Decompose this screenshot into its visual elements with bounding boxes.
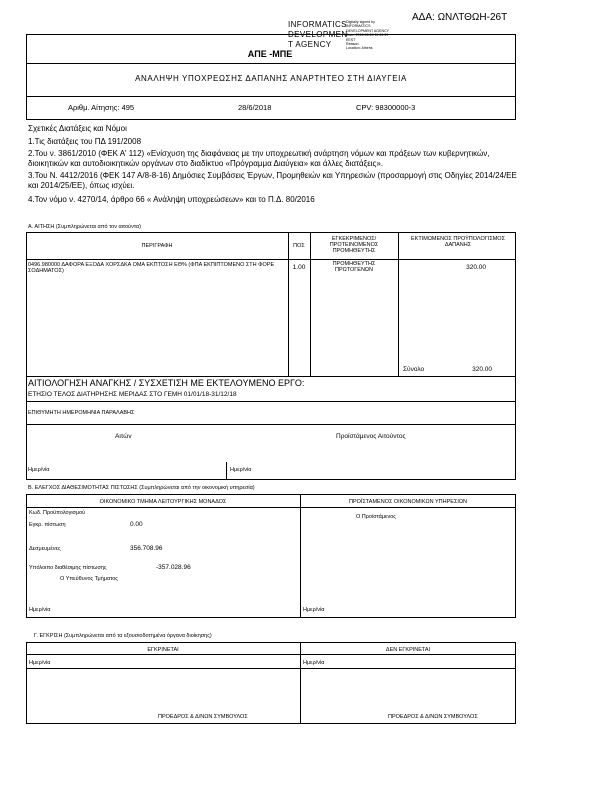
total-label: Σύνολο <box>403 366 425 373</box>
head-department-label: Ο Υπεύθυνος Τμήματος <box>60 576 118 582</box>
form-title: ΑΝΑΛΗΨΗ ΥΠΟΧΡΕΩΣΗΣ ΔΑΠΑΝΗΣ ΑΝΑΡΤΗΤΕΟ ΣΤΗ ΔΙΑΥΓΕΙΑ <box>135 74 407 83</box>
row-amount: 320.00 <box>466 264 486 271</box>
committed-value: 356.708.96 <box>130 545 163 552</box>
row-quantity: 1.00 <box>292 264 306 271</box>
sig-line: Reason: <box>346 42 360 47</box>
legal-heading: Σχετικές Διατάξεις και Νόμοι <box>28 124 127 133</box>
row-description: 0496.980000 ΔΑΦΟΡΑ ΕΞΟΔΑ ΧΟΡΣΔΚΑ ΟΜΑ ΕΚΠΤΟΣΗ ΕΘ% (ΦΠΑ ΕΚΠΙΠΤΟΜΕΝΟ ΣΤΗ ΦΟΡΕ ΣΟΔΗΜΑΤΟΣ) <box>28 262 275 274</box>
finance-dept-date-label: Ημερ/νία <box>29 607 51 613</box>
justification-text: ΕΤΗΣΙΟ ΤΕΛΟΣ ΔΙΑΤΗΡΗΣΗΣ ΜΕΡΙΔΑΣ ΣΤΟ ΓΕΜΗ 01/01/18-31/12/18 <box>28 391 237 398</box>
approved-header: ΕΓΚΡΙΝΕΤΑΙ <box>147 647 179 653</box>
sig-line: EEST <box>346 37 356 42</box>
sig-line: Location: Athens <box>346 46 373 51</box>
row-supplier: ΠΡΟΜΗΘΕΥΤΗΣ ΠΡΩΤΟΓΕΝΩΝ <box>332 261 376 273</box>
justification-title: ΑΙΤΙΟΛΟΓΗΣΗ ΑΝΑΓΚΗΣ / ΣΥΣΧΕΤΙΣΗ ΜΕ ΕΚΤΕΛΟΥΜΕΝΟ ΕΡΓΟ: <box>28 378 305 388</box>
head-applicant-label: Προϊστάμενος Αιτούντος <box>336 433 406 440</box>
section-a-label: Α. ΑΙΤΗΣΗ (Συμπληρώνεται από τον αιτούντα) <box>28 224 141 230</box>
finance-dept-header: ΟΙΚΟΝΟΜΙΚΟ ΤΜΗΜΑ ΛΕΙΤΟΥΡΓΙΚΗΣ ΜΟΝΑΔΟΣ <box>99 499 227 505</box>
approved-credit-label: Εγκρ. πίστωση <box>29 522 66 528</box>
not-approved-header: ΔΕΝ ΕΓΚΡΙΝΕΤΑΙ <box>385 647 431 653</box>
not-approved-date-label: Ημερ/νία <box>303 660 325 666</box>
ada-code: ΑΔΑ: ΩΝΛΤΘΩΗ-26Τ <box>412 12 508 23</box>
finance-head-header: ΠΡΟΪΣΤΑΜΕΝΟΣ ΟΙΚΟΝΟΜΙΚΩΝ ΥΠΗΡΕΣΙΩΝ <box>349 499 467 505</box>
available-value: -357.028.96 <box>156 564 191 571</box>
agency-name-line-3: T AGENCY <box>288 40 332 49</box>
sig-line: DEVELOPMENT AGENCY <box>346 28 390 33</box>
col-supplier: ΕΓΚΕΚΡΙΜΕΝΟΣ/ ΠΡΟΤΕΙΝΟΜΕΝΟΣ ΠΡΟΜΗΘΕΥΤΗΣ <box>329 236 379 254</box>
head-date-label: Ημερ/νία <box>230 467 252 473</box>
available-label: Υπόλοιπο διαθέσιμης πίστωσης <box>29 565 107 571</box>
sig-line: Digitally signed by <box>346 20 375 24</box>
committed-label: Δεσμευμένες <box>29 546 61 552</box>
agency-name-line-1: INFORMATICS <box>288 20 347 29</box>
not-approved-signatory: ΠΡΟΕΔΡΟΣ & Δ/ΝΩΝ ΣΥΜΒΟΥΛΟΣ <box>388 714 478 720</box>
total-value: 320.00 <box>472 366 492 373</box>
legal-provisions <box>28 124 518 205</box>
head-finance-label: Ο Προϊστάμενος <box>356 514 396 520</box>
agency-name-line-2: DEVELOPMEN <box>288 30 348 39</box>
delivery-date-label: ΕΠΙΘΥΜΗΤΗ ΗΜΕΡΟΜΗΝΙΑ ΠΑΡΑΛΑΒΗΣ <box>28 410 135 416</box>
section-b-box <box>26 494 516 618</box>
col-estimate: ΕΚΤΙΜΩΜΕΝΟΣ ΠΡΟΫΠΟΛΟΓΙΣΜΟΣ ΔΑΠΑΝΗΣ <box>411 236 505 248</box>
section-b-label: Β. ΕΛΕΓΧΟΣ ΔΙΑΘΕΣΙΜΟΤΗΤΑΣ ΠΙΣΤΩΣΗΣ (Συμπληρώνεται από την οικονομική υπηρεσία) <box>28 485 255 491</box>
col-description: ΠΕΡΙΓΡΑΦΗ <box>141 243 173 249</box>
finance-head-date-label: Ημερ/νία <box>303 607 325 613</box>
legal-item: 1.Τις διατάξεις του ΠΔ 191/2008 <box>28 137 142 146</box>
request-date: 28/6/2018 <box>238 103 272 112</box>
approved-credit-value: 0.00 <box>130 521 143 528</box>
budget-code-label: Κωδ. Προϋπολογισμού <box>29 510 86 516</box>
approved-signatory: ΠΡΟΕΔΡΟΣ & Δ/ΝΩΝ ΣΥΜΒΟΥΛΟΣ <box>158 714 248 720</box>
section-c-label: Γ. ΕΓΚΡΙΣΗ (Συμπληρώνεται από τα εξουσιοδοτημένα όργανα διοίκησης) <box>34 633 212 639</box>
legal-item: 4.Τον νόμο ν. 4270/14, άρθρο 66 « Ανάληψη υποχρεώσεων» και το Π.Δ. 80/2016 <box>28 195 315 204</box>
legal-item: 3.Του Ν. 4412/2016 (ΦΕΚ 147 Α/8-8-16) Δημόσιες Συμβάσεις Έργων, Προμηθειών και Υπηρεσιών (προσαρμογή στις Οδηγίες 2014/24/ΕΕ και 2014/25/ΕΕ), όπως ισχύει. <box>28 171 517 190</box>
request-number: Αριθμ. Αίτησης: 495 <box>68 103 135 112</box>
col-quantity: ΠΟΣ <box>293 243 305 249</box>
sig-line: Date: 2018.06.28 11:49:31 <box>346 33 389 38</box>
legal-item: 2.Του ν. 3861/2010 (ΦΕΚ Α' 112) «Ενίσχυση της διαφάνειας με την υποχρεωτική ανάρτηση νόμων και πράξεων των κυβερνητικών, διοικητικών και αυτοδιοικητικών οργάνων στο διαδίκτυο «Πρόγραμμα Διαύγεια» και άλλες διατάξεις». <box>28 149 490 168</box>
cpv-code: CPV: 98300000-3 <box>356 103 416 112</box>
sig-line: INFORMATICS <box>346 24 371 29</box>
form-code: ΑΠΕ -ΜΠΕ <box>247 49 293 59</box>
applicant-date-label: Ημερ/νία <box>28 467 50 473</box>
approved-date-label: Ημερ/νία <box>29 660 51 666</box>
applicant-label: Αιτών <box>115 433 132 440</box>
